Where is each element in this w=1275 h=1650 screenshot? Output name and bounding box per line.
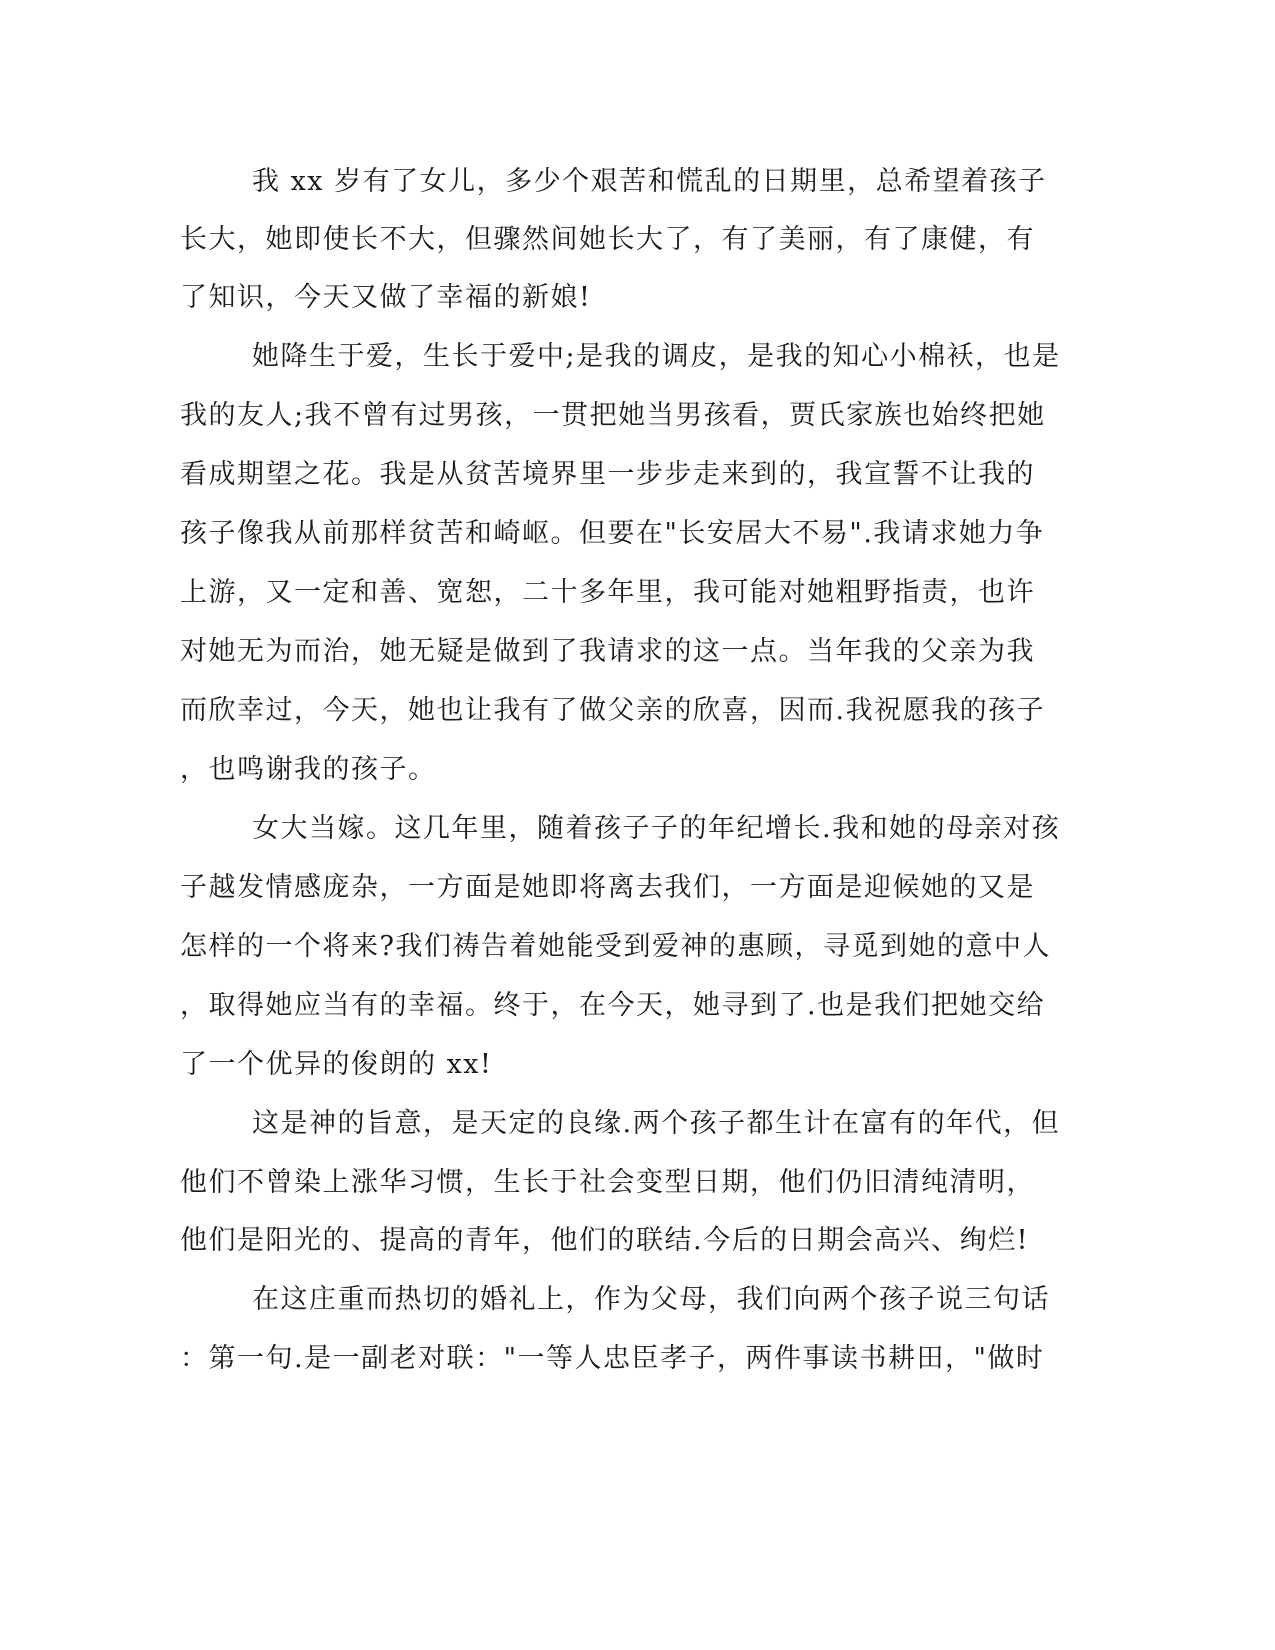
paragraph-4-line-1: 这是神的旨意，是天定的良缘.两个孩子都生计在富有的年代，但 — [252, 1108, 1061, 1139]
paragraph-2-line-1: 她降生于爱，生长于爱中;是我的调皮，是我的知心小棉袄，也是 — [252, 341, 1061, 372]
paragraph-3-line-3: 怎样的一个将来?我们祷告着她能受到爱神的惠顾，寻觅到她的意中人 — [180, 931, 1051, 962]
paragraph-2-line-2: 我的友人;我不曾有过男孩，一贯把她当男孩看，贾氏家族也始终把她 — [180, 400, 1046, 431]
paragraph-2-line-6: 对她无为而治，她无疑是做到了我请求的这一点。当年我的父亲为我 — [180, 636, 1035, 667]
paragraph-5-line-1: 在这庄重而热切的婚礼上，作为父母，我们向两个孩子说三句话 — [252, 1284, 1050, 1315]
paragraph-2-line-4: 孩子像我从前那样贫苦和崎岖。但要在"长安居大不易".我请求她力争 — [180, 518, 1045, 549]
paragraph-3-line-5: 了一个优异的俊朗的 xx! — [180, 1049, 493, 1080]
paragraph-3-line-2: 子越发情感庞杂，一方面是她即将离去我们，一方面是迎候她的又是 — [180, 872, 1035, 903]
paragraph-4-line-3: 他们是阳光的、提高的青年，他们的联结.今后的日期会高兴、绚烂! — [180, 1225, 1029, 1256]
paragraph-2-line-5: 上游，又一定和善、宽恕，二十多年里，我可能对她粗野指责，也许 — [180, 577, 1035, 608]
paragraph-5-line-2: ：第一句.是一副老对联："一等人忠臣孝子，两件事读书耕田，"做时 — [180, 1343, 1045, 1374]
paragraph-2-line-7: 而欣幸过，今天，她也让我有了做父亲的欣喜，因而.我祝愿我的孩子 — [180, 695, 1046, 726]
paragraph-3-line-1: 女大当嫁。这几年里，随着孩子子的年纪增长.我和她的母亲对孩 — [252, 813, 1061, 844]
paragraph-3-line-4: ，取得她应当有的幸福。终于，在今天，她寻到了.也是我们把她交给 — [180, 990, 1046, 1021]
paragraph-1-line-1: 我 xx 岁有了女儿，多少个艰苦和慌乱的日期里，总希望着孩子 — [252, 166, 1047, 197]
paragraph-2-line-8: ，也鸣谢我的孩子。 — [180, 754, 437, 785]
paragraph-2-line-3: 看成期望之花。我是从贫苦境界里一步步走来到的，我宣誓不让我的 — [180, 459, 1035, 490]
paragraph-4-line-2: 他们不曾染上涨华习惯，生长于社会变型日期，他们仍旧清纯清明， — [180, 1167, 1035, 1198]
paragraph-1-line-2: 长大，她即使长不大，但骤然间她长大了，有了美丽，有了康健，有 — [180, 224, 1035, 255]
paragraph-1-line-3: 了知识，今天又做了幸福的新娘! — [180, 282, 592, 313]
